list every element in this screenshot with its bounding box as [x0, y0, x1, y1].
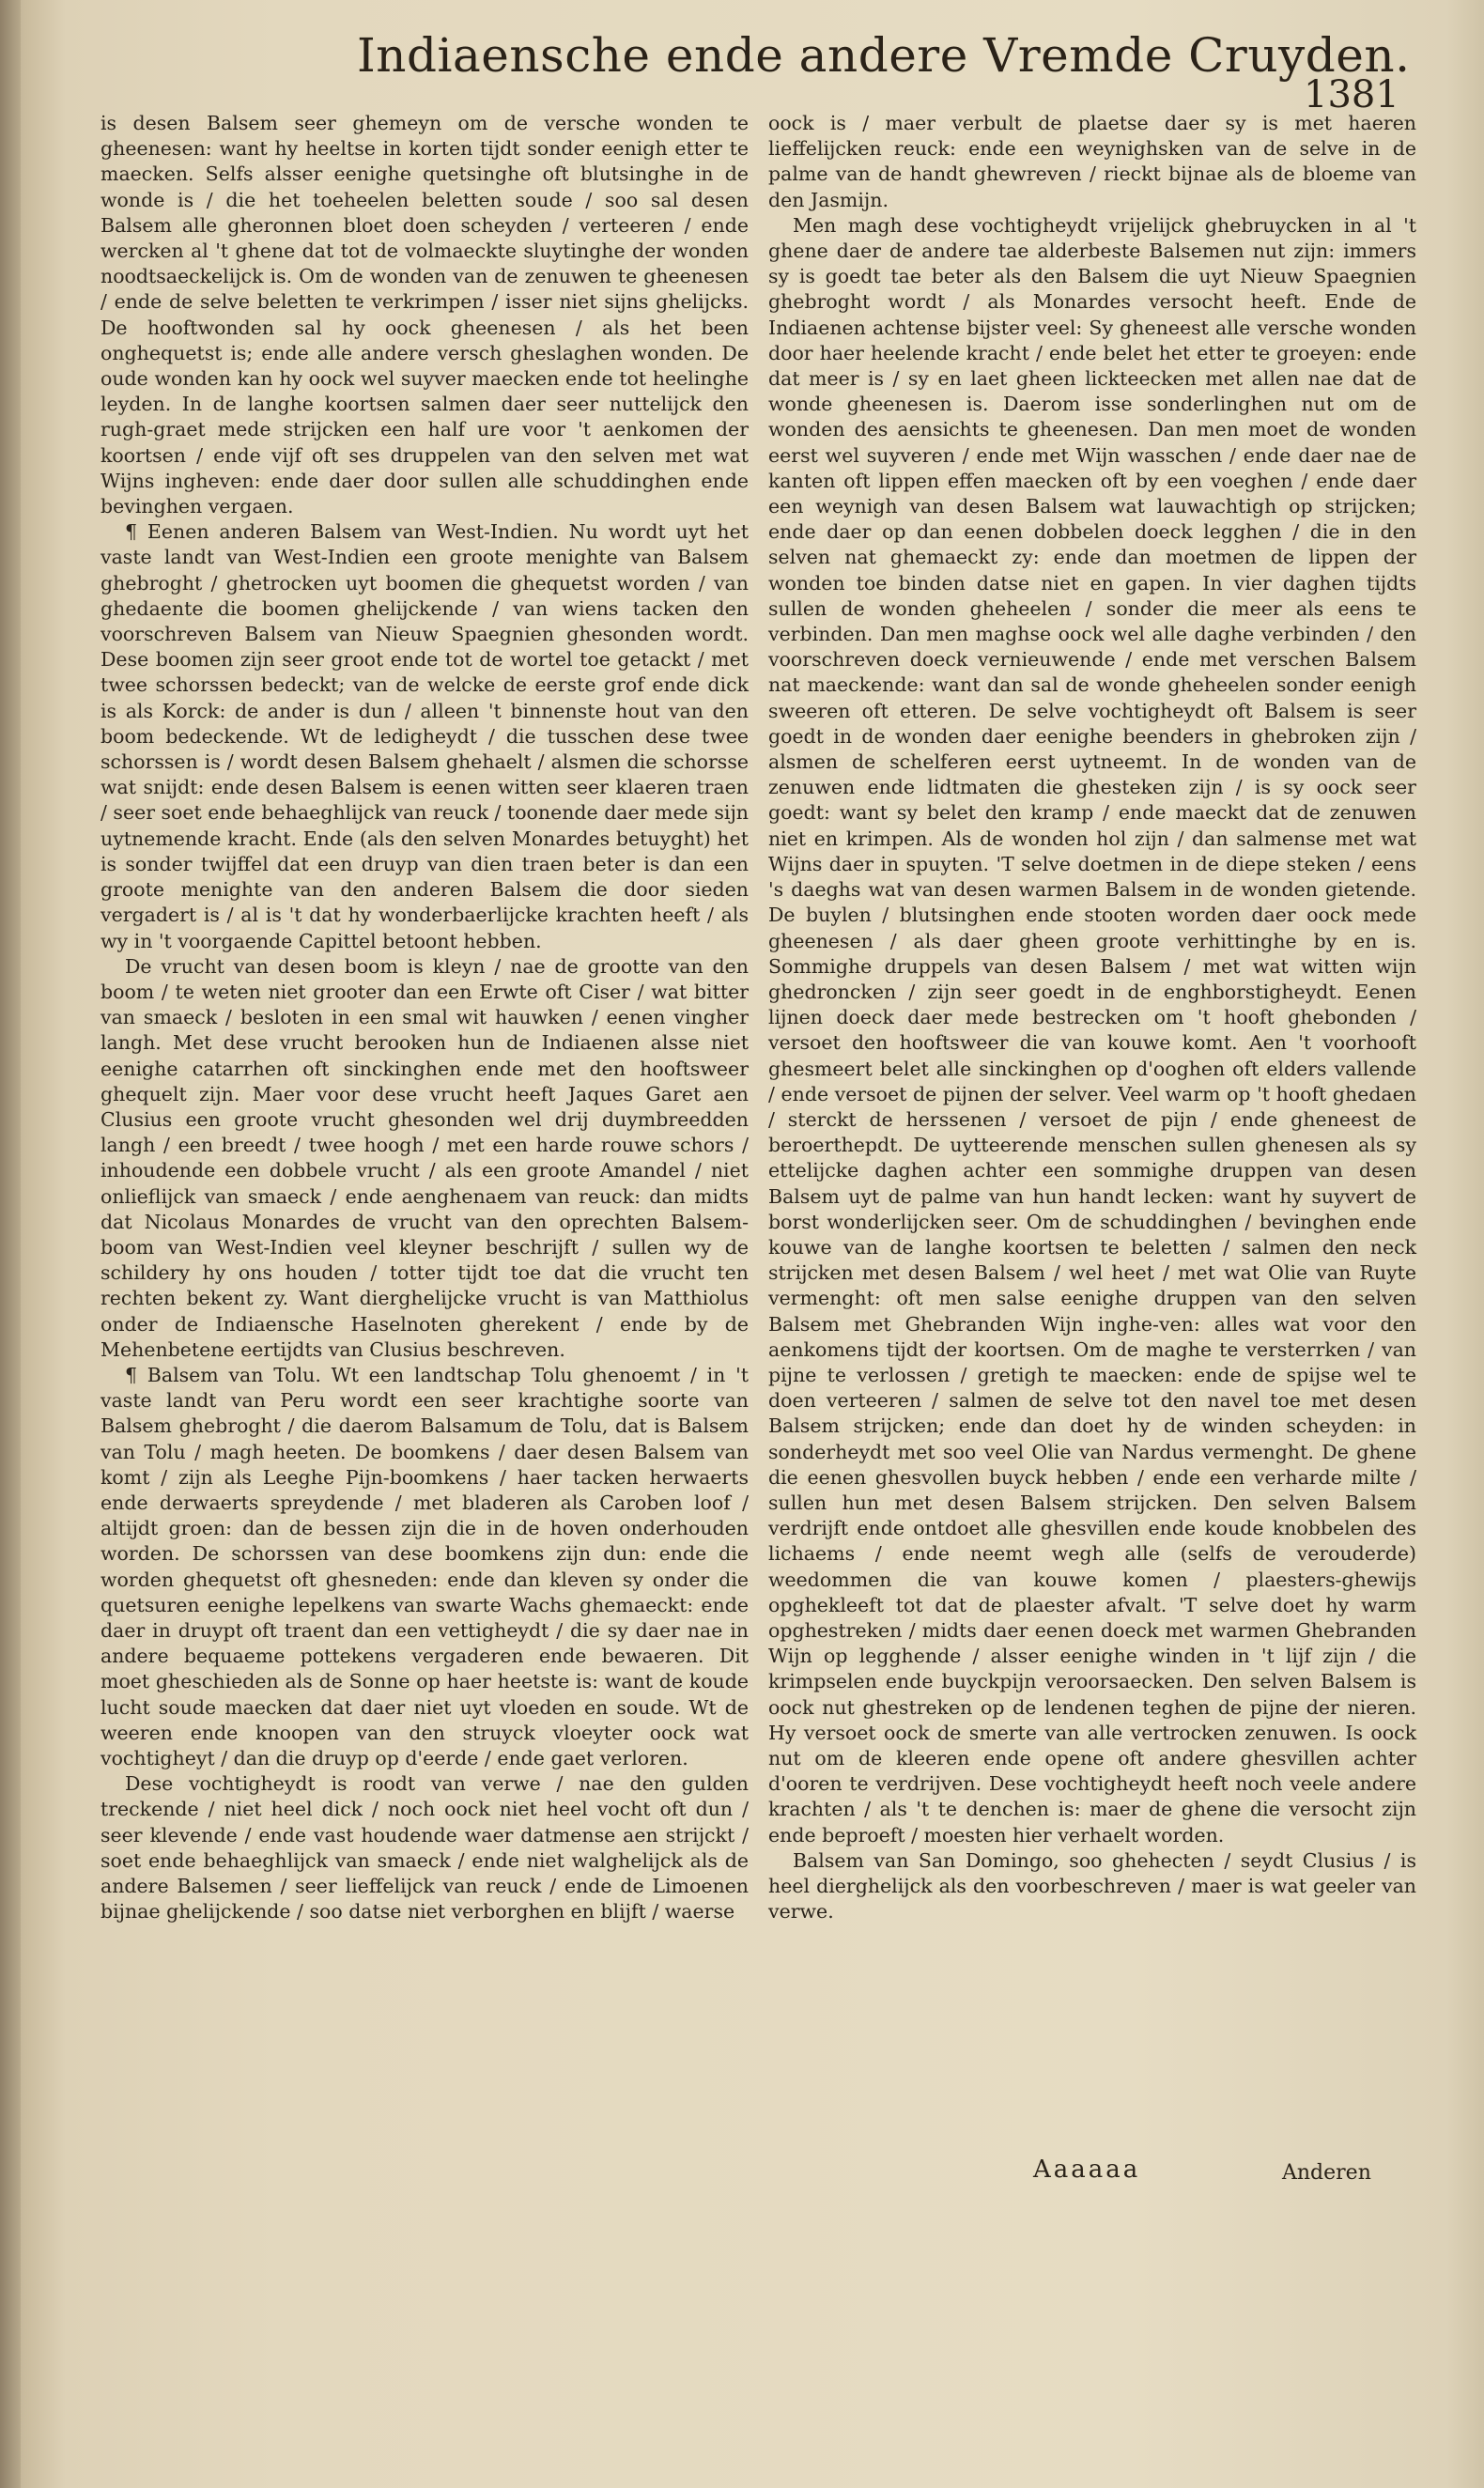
signature-mark: Aaaaaa	[1033, 2156, 1141, 2184]
right-paragraph-1: oock is / maer verbult de plaetse daer sy is met haeren lieffelijcken reuck: ende een weynighsken van de selve in de palme van de handt ghewreven / rieckt bijnae als de bloeme van den Jasmijn.	[768, 112, 1416, 211]
left-paragraph-1: is desen Balsem seer ghemeyn om de versche wonden te gheenesen: want hy heeltse in korten tijdt sonder eenigh etter te maecken. Selfs alsser eenighe quetsinghe oft blutsinghe in de wonde is / die het toeheelen beletten soude / soo sal desen Balsem alle gheronnen bloet doen scheyden / verteeren / ende wercken al 't ghene dat tot de volmaeckte sluytinghe der wonden noodtsaeckelijck is. Om de wonden van de zenuwen te gheenesen / ende de selve beletten te verkrimpen / isser niet sijns ghelijcks. De hooftwonden sal hy oock gheenesen / als het been onghequetst is; ende alle andere versch gheslaghen wonden. De oude wonden kan hy oock wel suyver maecken ende tot heelinghe leyden. In de langhe koortsen salmen daer seer nuttelijck den rugh-graet mede strijcken een half ure voor 't aenkomen der koortsen / ende vijf oft ses druppelen van den selven met wat Wijns ingheven: ende daer door sullen alle schuddinghen ende bevinghen vergaen.	[100, 112, 749, 518]
left-text-column	[100, 111, 749, 1924]
left-paragraph-3: De vrucht van desen boom is kleyn / nae de grootte van den boom / te weten niet grooter dan een Erwte oft Ciser / wat bitter van smaeck / besloten in een smal wit hauwken / eenen vingher langh. Met dese vrucht berooken hun de Indiaenen alsse niet eenighe catarrhen oft sinckinghen ende met den hooftsweer ghequelt zijn. Maer voor dese vrucht heeft Jaques Garet aen Clusius een groote vrucht ghesonden wel drij duymbreedden langh / een breedt / twee hoogh / met een harde rouwe schors / inhoudende een dobbele vrucht / als een groote Amandel / niet onlieflijck van smaeck / ende aenghenaem van reuck: dan midts dat Nicolaus Monardes de vrucht van den oprechten Balsem-boom van West-Indien veel kleyner beschrijft / sullen wy de schildery hy ons houden / totter tijdt toe dat die vrucht ten rechten bekent zy. Want dierghelijcke vrucht is van Matthiolus onder de Indiaensche Haselnoten gherekent / ende by de Mehenbetene eertijdts van Clusius beschreven.	[100, 954, 749, 1361]
left-paragraph-4: ¶ Balsem van Tolu. Wt een landtschap Tolu ghenoemt / in 't vaste landt van Peru wordt een seer krachtighe soorte van Balsem ghebroght / die daerom Balsamum de Tolu, dat is Balsem van Tolu / magh heeten. De boomkens / daer desen Balsem van komt / zijn als Leeghe Pijn-boomkens / haer tacken herwaerts ende derwaerts spreydende / met bladeren als Caroben loof / altijdt groen: dan de bessen zijn die in de hoven onderhouden worden. De schorssen van dese boomkens zijn dun: ende die worden ghequetst oft ghesneden: ende dan kleven sy onder die quetsuren eenighe lepelkens van swarte Wachs ghemaeckt: ende daer in druypt oft traent dan een vettigheydt / die sy daer nae in andere bequaeme pottekens vergaderen ende bewaeren. Dit moet gheschieden als de Sonne op haer heetste is: want de koude lucht soude maecken dat daer niet uyt vloeden en soude. Wt de weeren ende knoopen van den struyck vloeyter oock wat vochtigheyt / dan die druyp op d'eerde / ende gaet verloren.	[100, 1363, 749, 1769]
running-title: Indiaensche ende andere Vremde Cruyden.	[357, 28, 1411, 83]
left-paragraph-5: Dese vochtigheydt is roodt van verwe / nae den gulden treckende / niet heel dick / noch oock niet heel vocht oft dun / seer klevende / ende vast houdende waer datmense aen strijckt / soet ende behaeghlijck van smaeck / ende niet walghelijck als de andere Balsemen / seer lieffelijck van reuck / ende de Limoenen bijnae ghelijckende / soo datse niet verborghen en blijft / waerse	[100, 1772, 749, 1924]
right-paragraph-3: Balsem van San Domingo, soo ghehecten / seydt Clusius / is heel dierghelijck als den voorbeschreven / maer is wat geeler van verwe.	[768, 1848, 1416, 1924]
page-number: 1381	[1304, 73, 1399, 116]
right-paragraph-2: Men magh dese vochtigheydt vrijelijck ghebruycken in al 't ghene daer de andere tae alderbeste Balsemen nut zijn: immers sy is goedt tae beter als den Balsem die uyt Nieuw Spaegnien ghebroght wordt / als Monardes versocht heeft. Ende de Indiaenen achtense bijster veel: Sy gheneest alle versche wonden door haer heelende kracht / ende belet het etter te groeyen: ende dat meer is / sy en laet gheen lickteecken met allen nae dat de wonde gheenesen is. Daerom isse sonderlinghen nut om de wonden des aensichts te gheenesen. Dan men moet de wonden eerst wel suyveren / ende met Wijn wasschen / ende daer nae de kanten oft lippen effen maecken oft by een voeghen / ende daer een weynigh van desen Balsem wat lauwachtigh op strijcken; ende daer op dan eenen dobbelen doeck legghen / die in den selven nat ghemaeckt zy: ende dan moetmen de lippen der wonden toe binden datse niet en gapen. In vier daghen tijdts sullen de wonden gheheelen / sonder die meer als eens te verbinden. Dan men maghse oock wel alle daghe verbinden / den voorschreven doeck vernieuwende / ende met verschen Balsem nat maeckende: want dan sal de wonde gheheelen sonder eenigh sweeren oft etteren. De selve vochtigheydt oft Balsem is seer goedt in de wonden daer eenighe beenders in ghebroken zijn / alsmen de schelferen eerst uytneemt. In de wonden van de zenuwen ende lidtmaten die ghesteken zijn / is sy oock seer goedt: want sy belet den kramp / ende maeckt dat de zenuwen niet en krimpen. Als de wonden hol zijn / dan salmense met wat Wijns daer in spuyten. 'T selve doetmen in de diepe steken / eens 's daeghs wat van desen warmen Balsem in de wonden gietende. De buylen / blutsinghen ende stooten worden daer oock mede gheenesen / als daer gheen groote verhittinghe by en is. Sommighe druppels van desen Balsem / met wat witten wijn ghedroncken / zijn seer goedt in de enghborstigheydt. Eenen lijnen doeck daer mede bestrecken om 't hooft ghebonden / versoet den hooftsweer die van kouwe komt. Aen 't voorhooft ghesmeert belet alle sinckinghen op d'ooghen oft elders vallende / ende versoet de pijnen der selver. Veel warm op 't hooft ghedaen / sterckt de herssenen / versoet de pijn / ende gheneest de beroerthepdt. De uytteerende menschen sullen ghenesen als sy ettelijcke daghen achter een sommighe druppen van desen Balsem uyt de palme van hun handt lecken: want hy suyvert de borst wonderlijcken seer. Om de schuddinghen / bevinghen ende kouwe van de langhe koortsen te beletten / salmen den neck strijcken met desen Balsem / wel heet / met wat Olie van Ruyte vermenght: oft men salse eenighe druppen van den selven Balsem met Ghebranden Wijn inghe-ven: alles wat voor den aenkomens tijdt der koortsen. Om de maghe te versterrken / van pijne te verlossen / gretigh te maecken: ende de spijse wel te doen verteeren / salmen de selve tot den navel toe met desen Balsem strijcken; ende dan doet hy de winden scheyden: in sonderheydt met soo veel Olie van Nardus vermenght. De ghene die eenen ghesvollen buyck hebben / ende een verharde milte / sullen hun met desen Balsem strijcken. Den selven Balsem verdrijft ende ontdoet alle ghesvillen ende koude knobbelen des lichaems / ende neemt wegh alle (selfs de verouderde) weedommen die van kouwe komen / plaesters-ghewijs opghekleeft tot dat de plaester afvalt. 'T selve doet hy warm opghestreken / midts daer eenen doeck met warmen Ghebranden Wijn op legghende / alsser eenighe winden in 't lijf zijn / die krimpselen ende buyckpijn veroorsaecken. Den selven Balsem is oock nut ghestreken op de lendenen teghen de pijne der nieren. Hy versoet oock de smerte van alle vertrocken zenuwen. Is oock nut om de kleeren ende opene oft andere ghesvillen achter d'ooren te verdrijven. Dese vochtigheydt heeft noch veele andere krachten / als 't te denchen is: maer de ghene die versocht zijn ende beproeft / moesten hier verhaelt worden.	[768, 213, 1416, 1847]
catchword: Anderen	[1282, 2161, 1371, 2185]
right-text-column	[768, 111, 1416, 1924]
binding-gutter	[0, 0, 21, 2488]
left-paragraph-2: ¶ Eenen anderen Balsem van West-Indien. Nu wordt uyt het vaste landt van West-Indien een groote menighte van Balsem ghebroght / ghetrocken uyt boomen die ghequetst worden / van ghedaente die boomen ghelijckende / van wiens tacken den voorschreven Balsem van Nieuw Spaegnien ghesonden wordt. Dese boomen zijn seer groot ende tot de wortel toe getackt / met twee schorssen bedeckt; van de welcke de eerste grof ende dick is als Korck: de ander is dun / alleen 't binnenste hout van den boom bedeckende. Wt de ledigheydt / die tusschen dese twee schorssen is / wordt desen Balsem ghehaelt / alsmen die schorsse wat snijdt: ende desen Balsem is eenen witten seer klaeren traen / seer soet ende behaeghlijck van reuck / toonende daer mede sijn uytnemende kracht. Ende (als den selven Monardes betuyght) het is sonder twijffel dat een druyp van dien traen beter is dan een groote menighte van den anderen Balsem die door sieden vergadert is / al is 't dat hy wonderbaerlijcke krachten heeft / als wy in 't voorgaende Capittel betoont hebben.	[100, 520, 749, 952]
